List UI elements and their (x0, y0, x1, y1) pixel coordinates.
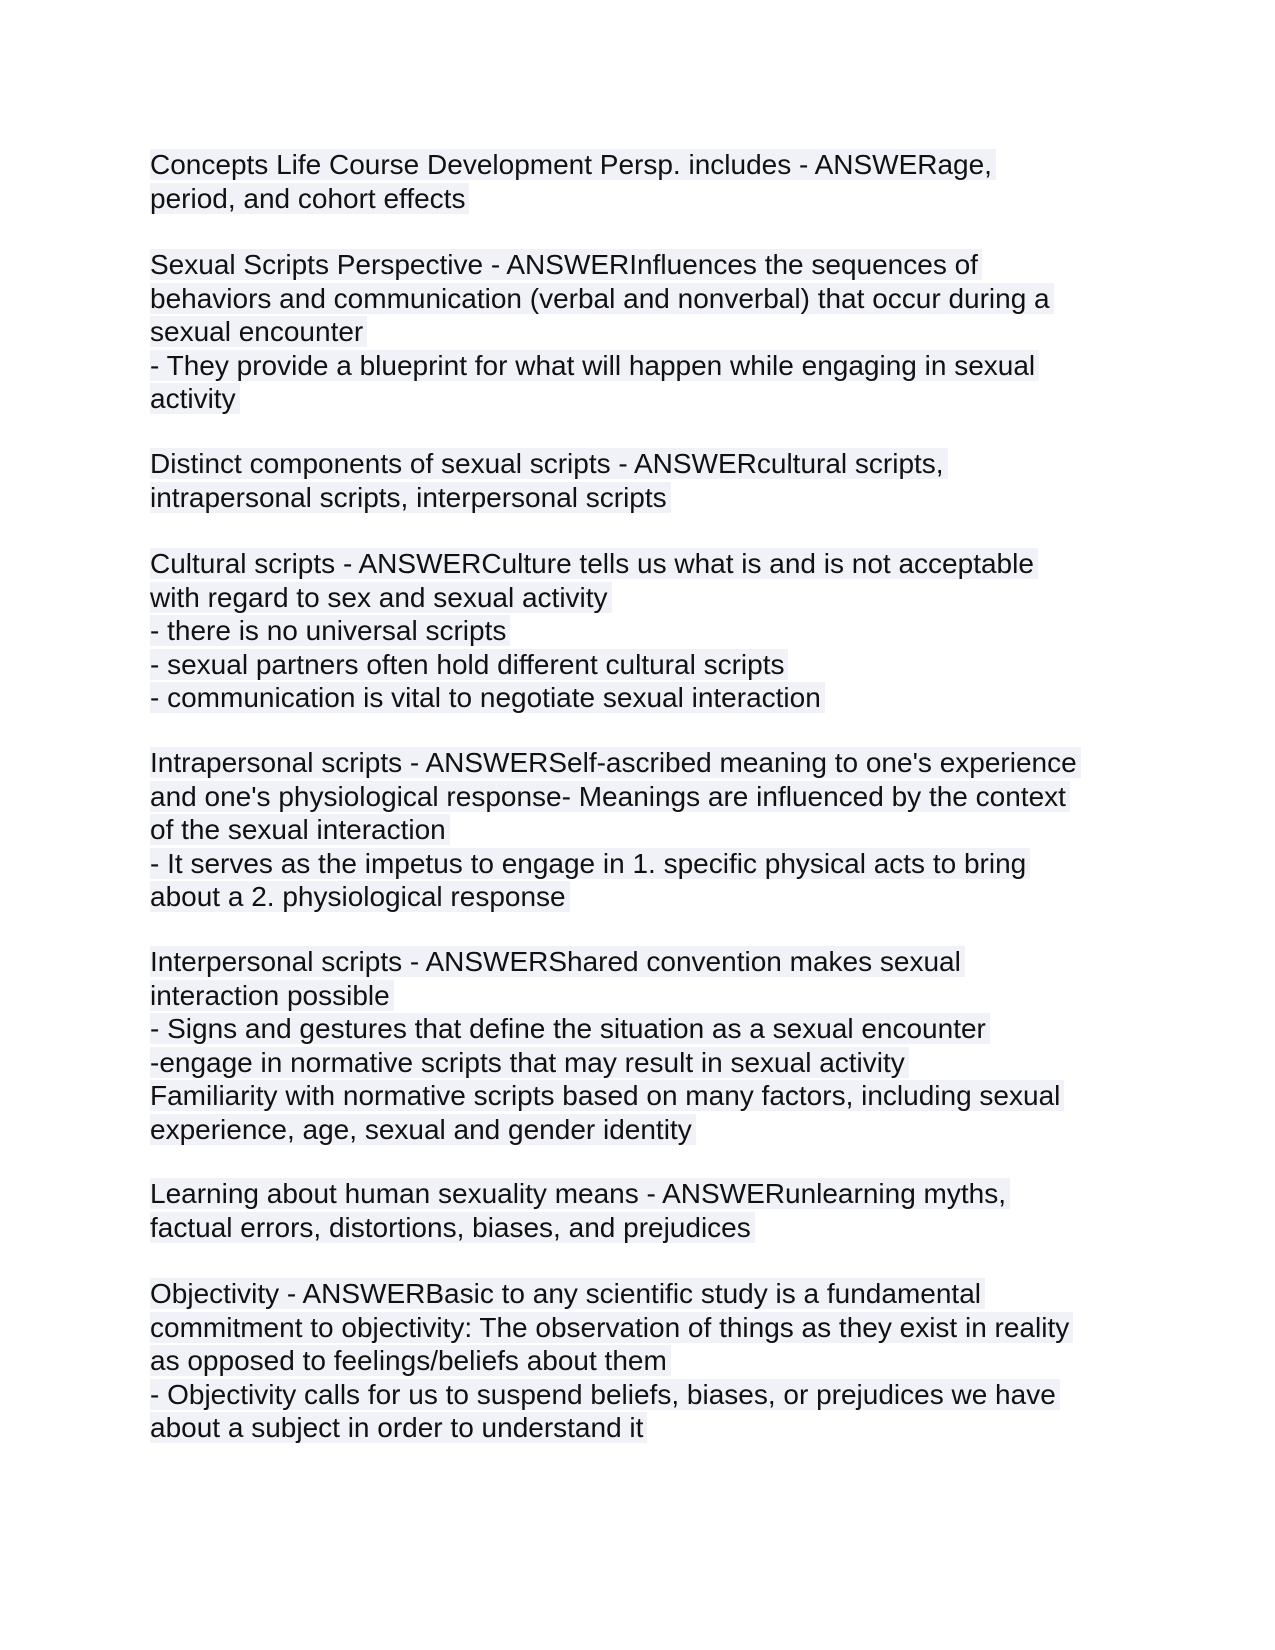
entry-life-course (150, 148, 1150, 215)
entry-distinct-components (150, 447, 1150, 514)
text-line: Sexual Scripts Perspective - ANSWERInfluences the sequences of (150, 248, 1150, 282)
text-line: factual errors, distortions, biases, and prejudices (150, 1211, 1150, 1245)
text-line: - It serves as the impetus to engage in 1. specific physical acts to bring (150, 847, 1150, 881)
text-line: with regard to sex and sexual activity (150, 581, 1150, 615)
text-line: Learning about human sexuality means - ANSWERunlearning myths, (150, 1177, 1150, 1211)
text-line: interaction possible (150, 979, 1150, 1013)
entry-intrapersonal-scripts (150, 746, 1150, 914)
text-line: behaviors and communication (verbal and nonverbal) that occur during a (150, 282, 1150, 316)
entry-learning-sexuality (150, 1177, 1150, 1244)
text-line: - communication is vital to negotiate sexual interaction (150, 681, 1150, 715)
text-line: Cultural scripts - ANSWERCulture tells us what is and is not acceptable (150, 547, 1150, 581)
text-line: sexual encounter (150, 315, 1150, 349)
text-line: Concepts Life Course Development Persp. includes - ANSWERage, (150, 148, 1150, 182)
text-line: experience, age, sexual and gender identity (150, 1113, 1150, 1147)
text-line: of the sexual interaction (150, 813, 1150, 847)
text-line: Distinct components of sexual scripts - ANSWERcultural scripts, (150, 447, 1150, 481)
entry-sexual-scripts-perspective (150, 248, 1150, 416)
entry-cultural-scripts (150, 547, 1150, 715)
text-line: - Objectivity calls for us to suspend beliefs, biases, or prejudices we have (150, 1378, 1150, 1412)
text-line: Objectivity - ANSWERBasic to any scientific study is a fundamental (150, 1277, 1150, 1311)
text-line: - sexual partners often hold different cultural scripts (150, 648, 1150, 682)
text-line: - Signs and gestures that define the situation as a sexual encounter (150, 1012, 1150, 1046)
text-line: - there is no universal scripts (150, 614, 1150, 648)
text-line: intrapersonal scripts, interpersonal scripts (150, 481, 1150, 515)
text-line: about a subject in order to understand it (150, 1411, 1150, 1445)
text-line: -engage in normative scripts that may result in sexual activity (150, 1046, 1150, 1080)
entry-objectivity (150, 1277, 1150, 1445)
text-line: commitment to objectivity: The observation of things as they exist in reality (150, 1311, 1150, 1345)
text-line: about a 2. physiological response (150, 880, 1150, 914)
text-line: as opposed to feelings/beliefs about them (150, 1344, 1150, 1378)
text-line: activity (150, 382, 1150, 416)
entry-interpersonal-scripts (150, 945, 1150, 1146)
text-line: - They provide a blueprint for what will happen while engaging in sexual (150, 349, 1150, 383)
text-line: Interpersonal scripts - ANSWERShared convention makes sexual (150, 945, 1150, 979)
text-line: Intrapersonal scripts - ANSWERSelf-ascribed meaning to one's experience (150, 746, 1150, 780)
text-line: period, and cohort effects (150, 182, 1150, 216)
text-line: Familiarity with normative scripts based on many factors, including sexual (150, 1079, 1150, 1113)
text-line: and one's physiological response- Meanings are influenced by the context (150, 780, 1150, 814)
